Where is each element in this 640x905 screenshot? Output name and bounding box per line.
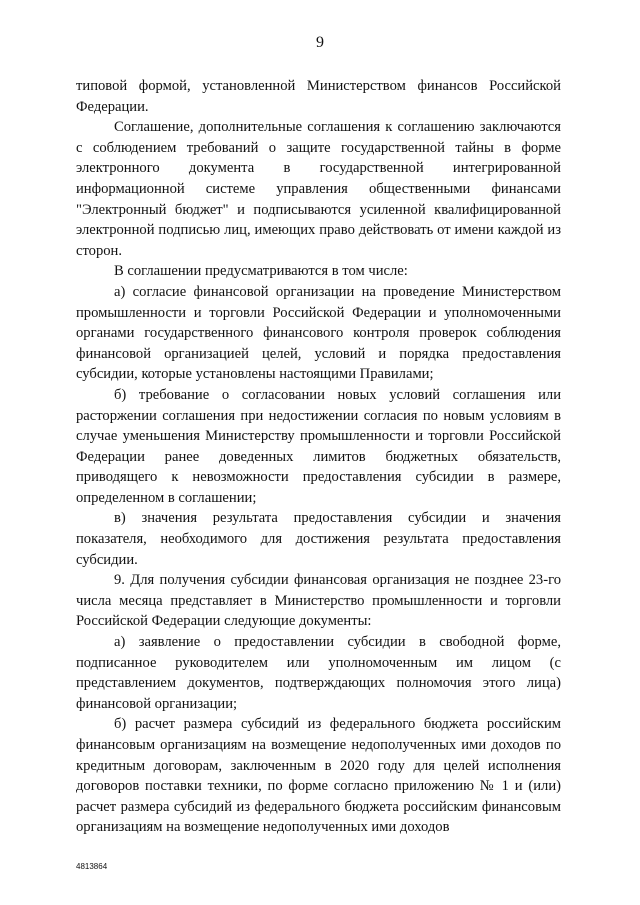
paragraph-agreement-form: Соглашение, дополнительные соглашения к соглашению заключаются с соблюдением требований о защите государственной тайны в форме электронного документа в государственной интегрированной информационной системе управления общественными финансами "Электронный бюджет" и подписываются усиленной квалифицированной электронной подписью лиц, имеющих право действовать от имени каждой из сторон. bbox=[76, 119, 561, 259]
document-body bbox=[76, 76, 561, 838]
paragraph-agreement-contents-intro: В соглашении предусматриваются в том числе: bbox=[114, 263, 408, 280]
paragraph-section-9-item-a: а) заявление о предоставлении субсидии в свободной форме, подписанное руководителем или уполномоченным им лицом (с представлением документов, подтверждающих полномочия этого лица) финансовой организации; bbox=[76, 634, 561, 712]
paragraph-section-9: 9. Для получения субсидии финансовая организация не позднее 23-го числа месяца представляет в Министерство промышленности и торговли Российской Федерации следующие документы: bbox=[76, 572, 561, 630]
page-number: 9 bbox=[316, 34, 324, 51]
paragraph-item-v: в) значения результата предоставления субсидии и значения показателя, необходимого для достижения результата предоставления субсидии. bbox=[76, 510, 561, 568]
document-code: 4813864 bbox=[76, 862, 108, 871]
paragraph-section-9-item-b: б) расчет размера субсидий из федерального бюджета российским финансовым организациям на возмещение недополученных ими доходов по кредитным договорам, заключенным в 2020 году для целей исполнения договоров поставки техники, по форме согласно приложению № 1 и (или) расчет размера субсидий из федерального бюджета российским финансовым организациям на возмещение недополученных ими доходов bbox=[76, 716, 561, 836]
paragraph-continuation: типовой формой, установленной Министерством финансов Российской Федерации. bbox=[76, 78, 561, 115]
paragraph-item-a: а) согласие финансовой организации на проведение Министерством промышленности и торговли Российской Федерации и уполномоченными органами государственного финансового контроля проверок соблюдения финансовой организацией целей, условий и порядка предоставления субсидии, которые установлены настоящими Правилами; bbox=[76, 283, 561, 383]
paragraph-item-b: б) требование о согласовании новых условий соглашения или расторжении соглашения при недостижении согласия по новым условиям в случае уменьшения Министерству промышленности и торговли Российской Федерации ранее доведенных лимитов бюджетных обязательств, приводящего к невозможности предоставления субсидии в размере, определенном в соглашении; bbox=[76, 386, 561, 506]
